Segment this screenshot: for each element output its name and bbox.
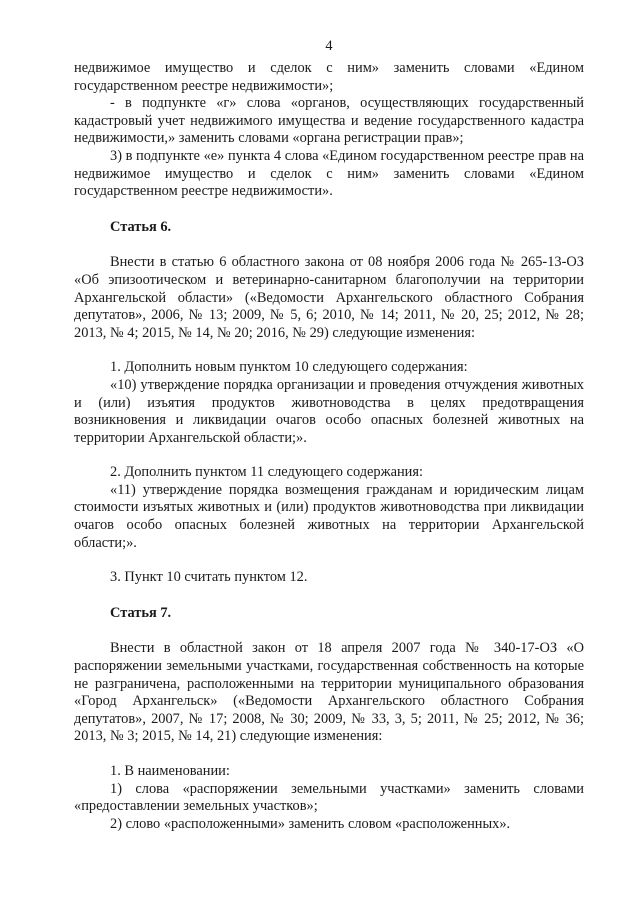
document-page [74, 38, 584, 833]
article-6-item-1: 1. Дополнить новым пунктом 10 следующего содержания: [110, 359, 468, 376]
article-7-intro: Внести в областной закон от 18 апреля 2007 года № 340-17-ОЗ «О распоряжении земельными участками, государственная собственность на которые не разграничена, расположенными на территории муниципального образования «Город Архангельск» («Ведомости Архангельского областного Собрания депутатов», 2007, № 17; 2008, № 30; 2009, № 33, 3, 5; 2011, № 25; 2012, № 36; 2013, № 3; 2015, № 14, 21) следующие изменения: [74, 640, 584, 745]
article-7-item-1: 1. В наименовании: [110, 763, 230, 779]
article-7-item-1-sub-2: 2) слово «расположенными» заменить словом «расположенных». [110, 815, 511, 832]
paragraph-subitem-g: - в подпункте «г» слова «органов, осуществляющих государственный кадастровый учет недвижимого имущества и ведение государственного кадастра недвижимости,» заменить словами «органа регистрации прав»; [74, 95, 584, 147]
article-6-intro: Внести в статью 6 областного закона от 08 ноября 2006 года № 265-13-ОЗ «Об эпизоотическом и ветеринарно-санитарном благополучии на территории Архангельской области» («Ведомости Архангельского областного Собрания депутатов», 2006, № 13; 2009, № 5, 6; 2010, № 14; 2011, № 20, 25; 2012, № 28; 2013, № 4; 2015, № 14, № 20; 2016, № 29) следующие изменения: [74, 254, 584, 341]
paragraph-item-3: 3) в подпункте «е» пункта 4 слова «Едином государственном реестре прав на недвижимое имущество и сделок с ним» заменить словами «Едином государственном реестре недвижимости». [74, 147, 584, 200]
article-6-item-3: 3. Пункт 10 считать пунктом 12. [110, 569, 308, 586]
article-6-item-2-text: «11) утверждение порядка возмещения гражданам и юридическим лицам стоимости изъятых животных и (или) продуктов животноводства при ликвидации очагов особо опасных болезней животных на территории Архангельской области;». [74, 481, 584, 551]
article-6-item-2: 2. Дополнить пунктом 11 следующего содержания: [110, 464, 423, 481]
article-6-item-1-text: «10) утверждение порядка организации и проведения отчуждения животных и (или) изъятия продуктов животноводства в целях предотвращения возникновения и ликвидации очагов особо опасных болезней животных на территории Архангельской области;». [74, 376, 584, 446]
page-number: 4 [325, 38, 333, 54]
article-7-item-1-sub-1: 1) слова «распоряжении земельными участками» заменить словами «предоставлении земельных участков»; [74, 780, 584, 815]
article-7-heading: Статья 7. [110, 604, 172, 621]
article-6-heading: Статья 6. [110, 218, 172, 235]
paragraph-continuation: недвижимое имущество и сделок с ним» заменить словами «Едином государственном реестре недвижимости»; [74, 60, 584, 94]
